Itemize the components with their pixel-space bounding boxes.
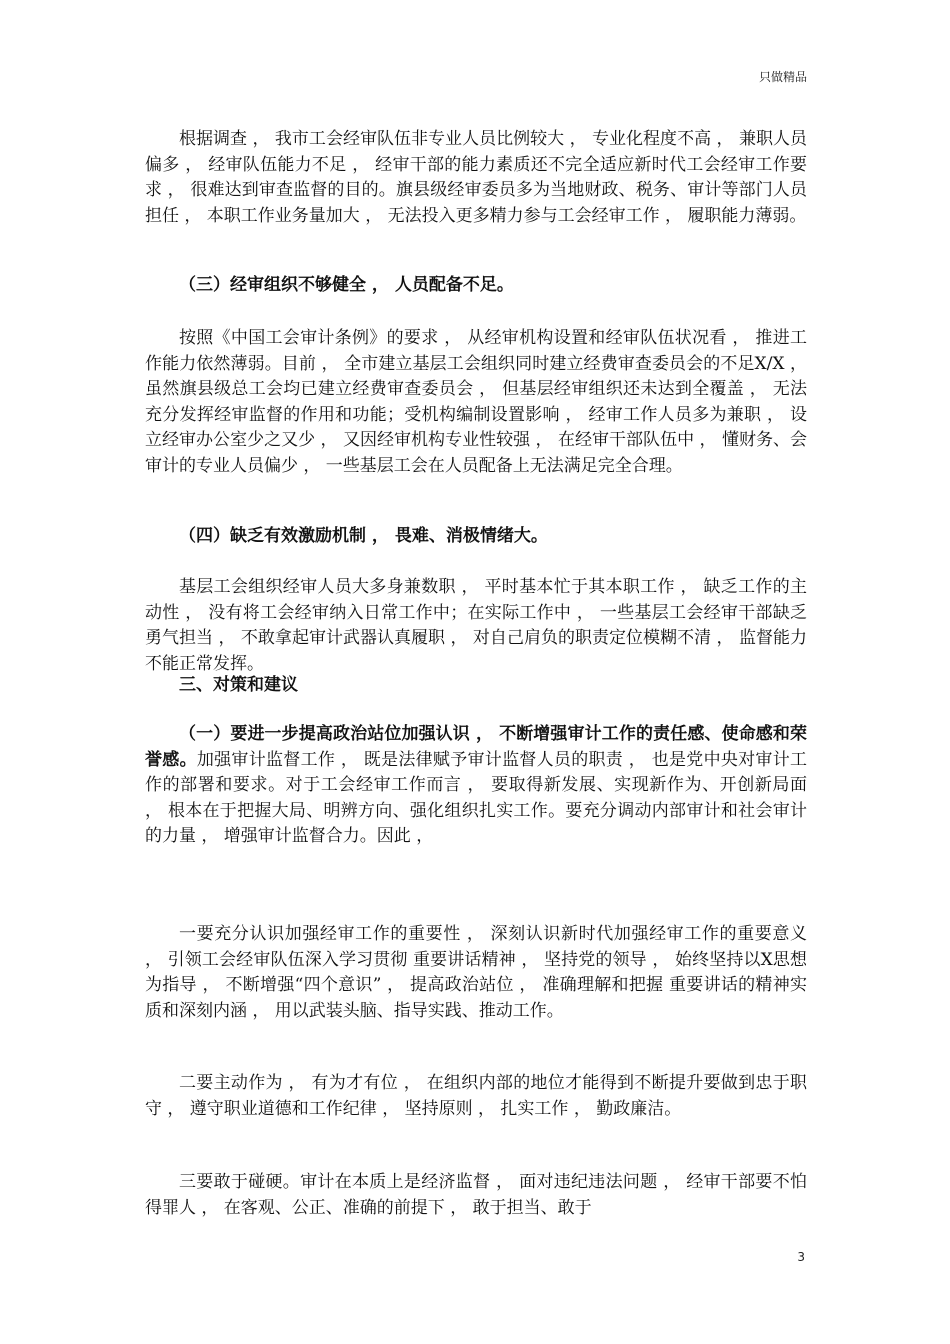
paragraph-7-block [145, 1170, 807, 1221]
heading-3-block [145, 273, 807, 299]
page-number: 3 [797, 1250, 805, 1264]
paragraph-5: 一要充分认识加强经审工作的重要性 ， 深刻认识新时代加强经审工作的重要意义 ， 引领工会经审队伍深入学习贯彻 重要讲话精神 ， 坚持党的领导 ， 始终坚持以X思想为指导 ， 不断增强“四个意识” ， 提高政治站位 ， 准确理解和把握 重要讲话的精神实质和深刻内涵 ， 用以武装头脑、指导实践、推动工作。 [145, 924, 807, 1021]
paragraph-3: 基层工会组织经审人员大多身兼数职 ， 平时基本忙于其本职工作 ， 缺乏工作的主动性 ， 没有将工会经审纳入日常工作中；在实际工作中 ， 一些基层工会经审干部缺乏勇气担当 ， 不敢拿起审计武器认真履职 ， 对自己肩负的职责定位模糊不清 ， 监督能力不能正常发挥。 [145, 577, 807, 674]
paragraph-6-block [145, 1071, 807, 1122]
paragraph-4-bold-lead: （一）要进一步提高政治站位加强认识 ， 不断增强审计工作的责任感、使命感和荣誉感。 [145, 724, 807, 770]
paragraph-2-block [145, 326, 807, 479]
paragraph-6: 二要主动作为 ， 有为才有位 ， 在组织内部的地位才能得到不断提升要做到忠于职守 ， 遵守职业道德和工作纪律 ， 坚持原则 ， 扎实工作 ， 勤政廉洁。 [145, 1073, 807, 1119]
heading-section-4: （四）缺乏有效激励机制 ， 畏难、消极情绪大。 [179, 526, 548, 546]
paragraph-1: 根据调查 ， 我市工会经审队伍非专业人员比例较大 ， 专业化程度不高 ， 兼职人员偏多 ， 经审队伍能力不足 ， 经审干部的能力素质还不完全适应新时代工会经审工作要求 ， 很难达到审查监督的目的。旗县级经审委员多为当地财政、税务、审计等部门人员担任 ， 本职工作业务量加大 ， 无法投入更多精力参与工会经审工作 ， 履职能力薄弱。 [145, 129, 807, 226]
header-note: 只做精品 [758, 70, 807, 84]
paragraph-3-block [145, 575, 807, 677]
paragraph-4-block [145, 722, 807, 850]
body-text [145, 127, 807, 229]
paragraph-7: 三要敢于碰硬。审计在本质上是经济监督 ， 面对违纪违法问题 ， 经审干部要不怕得罪人 ， 在客观、公正、准确的前提下 ， 敢于担当、敢于 [145, 1172, 807, 1218]
section-title-3: 三、对策和建议 [179, 675, 298, 695]
paragraph-4 [145, 722, 807, 850]
heading-section-3: （三）经审组织不够健全 ， 人员配备不足。 [179, 275, 514, 295]
paragraph-4-body: 加强审计监督工作 ， 既是法律赋予审计监督人员的职责 ， 也是党中央对审计工作的部署和要求。对于工会经审工作而言 ， 要取得新发展、实现新作为、开创新局面 ， 根本在于把握大局、明辨方向、强化组织扎实工作。要充分调动内部审计和社会审计的力量 ， 增强审计监督合力。因此 ， [145, 749, 807, 846]
paragraph-2: 按照《中国工会审计条例》的要求 ， 从经审机构设置和经审队伍状况看 ， 推进工作能力依然薄弱。目前 ， 全市建立基层工会组织同时建立经费审查委员会的不足X/X ， 虽然旗县级总工会均已建立经费审查委员会 ， 但基层经审组织还未达到全覆盖 ， 无法充分发挥经审监督的作用和功能；受机构编制设置影响 ， 经审工作人员多为兼职 ， 设立经审办公室少之又少 ， 又因经审机构专业性较强 ， 在经审干部队伍中 ， 懂财务、会审计的专业人员偏少 ， 一些基层工会在人员配备上无法满足完全合理。 [145, 328, 807, 476]
section-3-block [145, 673, 807, 699]
heading-4-block [145, 524, 807, 550]
paragraph-5-block [145, 922, 807, 1024]
